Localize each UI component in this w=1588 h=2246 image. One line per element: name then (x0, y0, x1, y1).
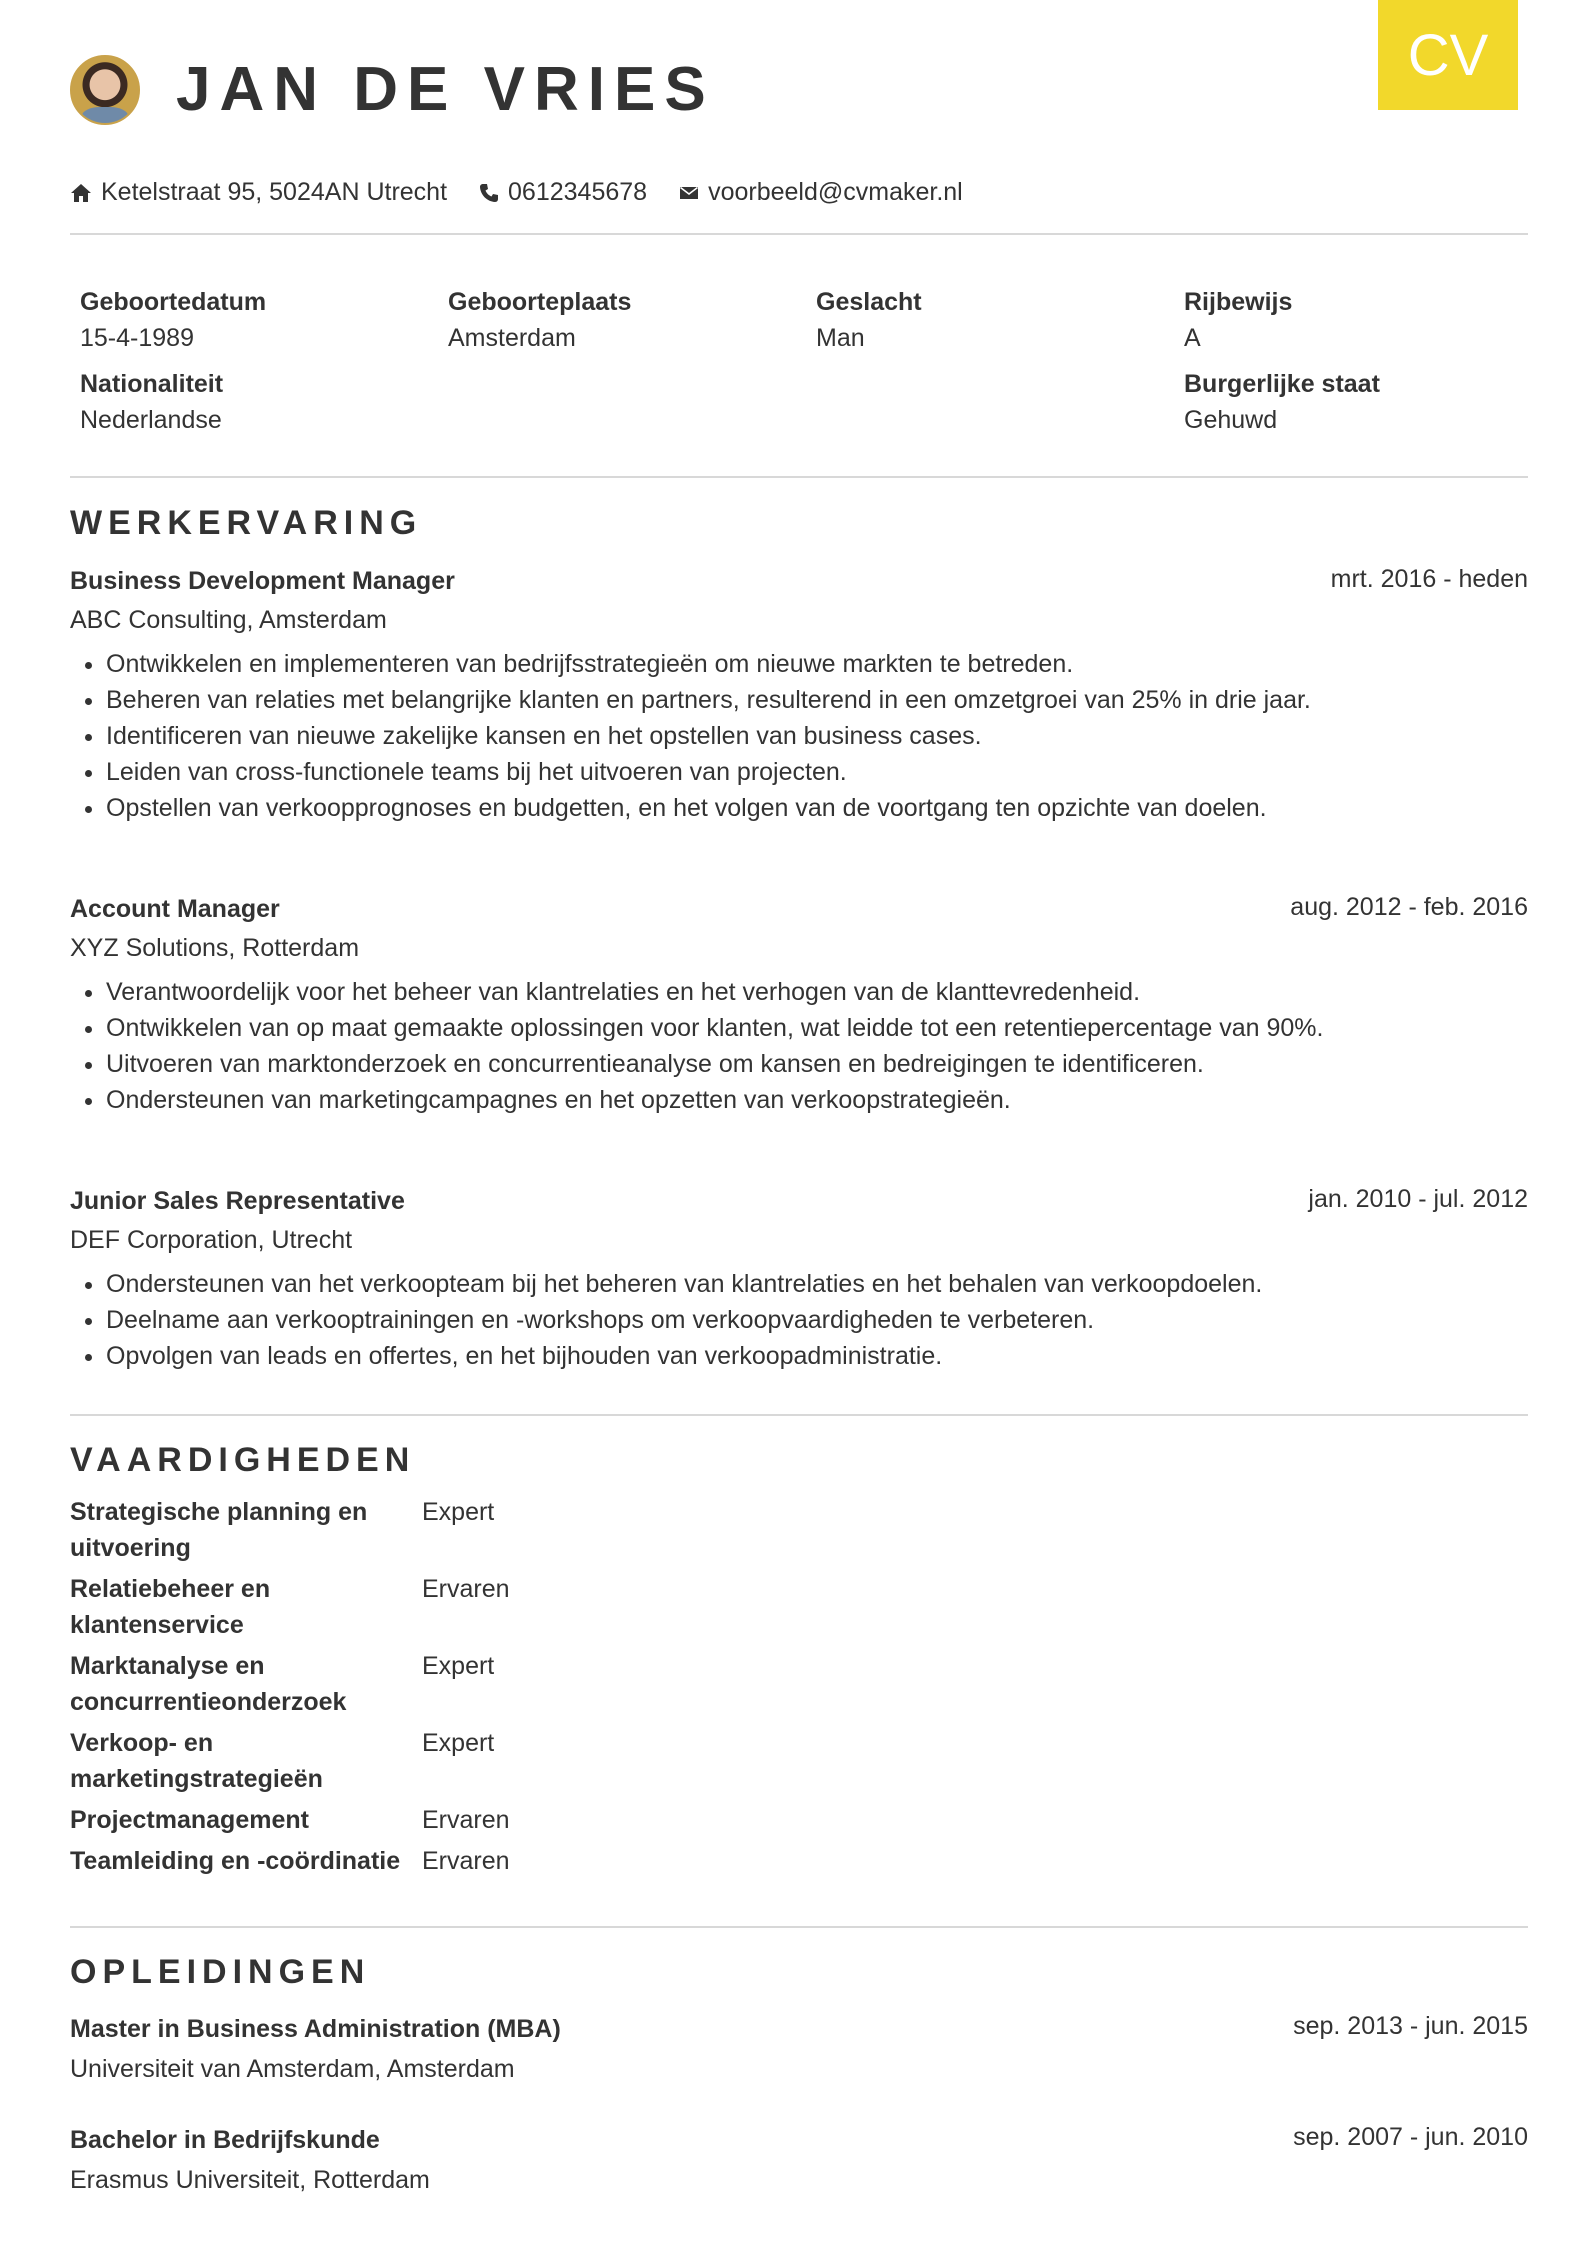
person-name: JAN DE VRIES (176, 55, 715, 124)
contact-email (679, 178, 963, 207)
avatar (70, 55, 140, 125)
skill-name: Marktanalyse en concurrentieonderzoek (70, 1652, 347, 1716)
divider (70, 233, 1528, 235)
education-title: Bachelor in Bedrijfskunde (70, 2126, 380, 2154)
detail-label: Geslacht (816, 288, 922, 316)
home-icon (70, 183, 92, 203)
detail-value: A (1184, 324, 1201, 352)
job-bullets (70, 646, 1326, 826)
job-date: aug. 2012 - feb. 2016 (1290, 893, 1528, 921)
list-item: • Beheren van relaties met belangrijke klanten en partners, resulterend in een omzetgroei van 25% in drie jaar. (106, 682, 1326, 718)
skill-row (70, 1843, 870, 1879)
section-title-skills: VAARDIGHEDEN (70, 1441, 416, 1479)
job-entry (70, 890, 1528, 1118)
job-company: ABC Consulting, Amsterdam (70, 606, 387, 634)
section-title-work: WERKERVARING (70, 504, 423, 542)
list-item: • Verantwoordelijk voor het beheer van klantrelaties en het verhogen van de klanttevredenheid. (106, 974, 1326, 1010)
skill-name: Verkoop- en marketingstrategieën (70, 1729, 323, 1793)
job-bullets (70, 974, 1326, 1118)
list-item: • Uitvoeren van marktonderzoek en concurrentieanalyse om kansen en bedreigingen te identificeren. (106, 1046, 1326, 1082)
detail-label: Geboorteplaats (448, 288, 632, 316)
contact-address (70, 178, 447, 207)
detail-value: Nederlandse (80, 406, 222, 434)
skill-level: Ervaren (422, 1806, 510, 1834)
phone-icon (479, 183, 499, 203)
job-company: XYZ Solutions, Rotterdam (70, 934, 360, 962)
job-title: Account Manager (70, 895, 280, 923)
envelope-icon (679, 185, 699, 201)
detail-item (1184, 366, 1544, 438)
list-item: • Opvolgen van leads en offertes, en het bijhouden van verkoopadministratie. (106, 1338, 1326, 1374)
list-item: • Identificeren van nieuwe zakelijke kansen en het opstellen van business cases. (106, 718, 1326, 754)
detail-item (1184, 284, 1544, 356)
skill-name: Relatiebeheer en klantenservice (70, 1575, 271, 1639)
divider (70, 476, 1528, 478)
detail-item (448, 284, 808, 356)
job-title: Junior Sales Representative (70, 1187, 405, 1215)
job-title: Business Development Manager (70, 567, 455, 595)
list-item: • Leiden van cross-functionele teams bij het uitvoeren van projecten. (106, 754, 1326, 790)
detail-item (816, 284, 1176, 356)
education-title: Master in Business Administration (MBA) (70, 2015, 561, 2043)
section-title-education: OPLEIDINGEN (70, 1953, 371, 1991)
skill-level: Expert (422, 1652, 495, 1680)
job-entry (70, 562, 1528, 826)
job-company: DEF Corporation, Utrecht (70, 1226, 353, 1254)
detail-value: 15-4-1989 (80, 324, 194, 352)
skill-level: Ervaren (422, 1847, 510, 1875)
education-entry (70, 2120, 1528, 2200)
skill-row (70, 1725, 870, 1797)
skills-list (70, 1494, 870, 1884)
skill-name: Projectmanagement (70, 1806, 309, 1834)
contact-phone (479, 178, 647, 207)
resume-header (70, 54, 715, 125)
detail-value: Amsterdam (448, 324, 576, 352)
education-date: sep. 2013 - jun. 2015 (1293, 2012, 1528, 2040)
list-item: • Opstellen van verkoopprognoses en budgetten, en het volgen van de voortgang ten opzichte van doelen. (106, 790, 1326, 826)
contact-bar (70, 178, 995, 207)
list-item: • Ondersteunen van marketingcampagnes en het opzetten van verkoopstrategieën. (106, 1082, 1326, 1118)
skill-row (70, 1802, 870, 1838)
email-text[interactable]: voorbeeld@cvmaker.nl (708, 178, 963, 206)
education-school: Universiteit van Amsterdam, Amsterdam (70, 2055, 515, 2083)
skill-row (70, 1571, 870, 1643)
list-item: • Ontwikkelen van op maat gemaakte oplossingen voor klanten, wat leidde tot een retentiepercentage van 90%. (106, 1010, 1326, 1046)
list-item: • Deelname aan verkooptrainingen en -workshops om verkoopvaardigheden te verbeteren. (106, 1302, 1326, 1338)
job-date: jan. 2010 - jul. 2012 (1308, 1185, 1528, 1213)
job-bullets (70, 1266, 1326, 1374)
detail-item (80, 366, 440, 438)
detail-label: Geboortedatum (80, 288, 267, 316)
skill-level: Expert (422, 1498, 495, 1526)
job-date: mrt. 2016 - heden (1330, 565, 1528, 593)
detail-item (80, 284, 440, 356)
divider (70, 1926, 1528, 1928)
list-item: • Ondersteunen van het verkoopteam bij het beheren van klantrelaties en het behalen van verkoopdoelen. (106, 1266, 1326, 1302)
job-entry (70, 1182, 1528, 1374)
cv-badge: CV (1378, 0, 1518, 110)
skill-name: Teamleiding en -coördinatie (70, 1847, 401, 1875)
education-date: sep. 2007 - jun. 2010 (1293, 2123, 1528, 2151)
address-text: Ketelstraat 95, 5024AN Utrecht (101, 178, 448, 206)
skill-level: Expert (422, 1729, 495, 1757)
detail-label: Nationaliteit (80, 370, 224, 398)
education-school: Erasmus Universiteit, Rotterdam (70, 2166, 430, 2194)
skill-level: Ervaren (422, 1575, 510, 1603)
detail-value: Gehuwd (1184, 406, 1278, 434)
divider (70, 1414, 1528, 1416)
detail-label: Burgerlijke staat (1184, 370, 1380, 398)
detail-value: Man (816, 324, 865, 352)
education-entry (70, 2009, 1528, 2089)
skill-name: Strategische planning en uitvoering (70, 1498, 368, 1562)
skill-row (70, 1648, 870, 1720)
skill-row (70, 1494, 870, 1566)
phone-text: 0612345678 (508, 178, 648, 206)
detail-label: Rijbewijs (1184, 288, 1293, 316)
list-item: • Ontwikkelen en implementeren van bedrijfsstrategieën om nieuwe markten te betreden. (106, 646, 1326, 682)
